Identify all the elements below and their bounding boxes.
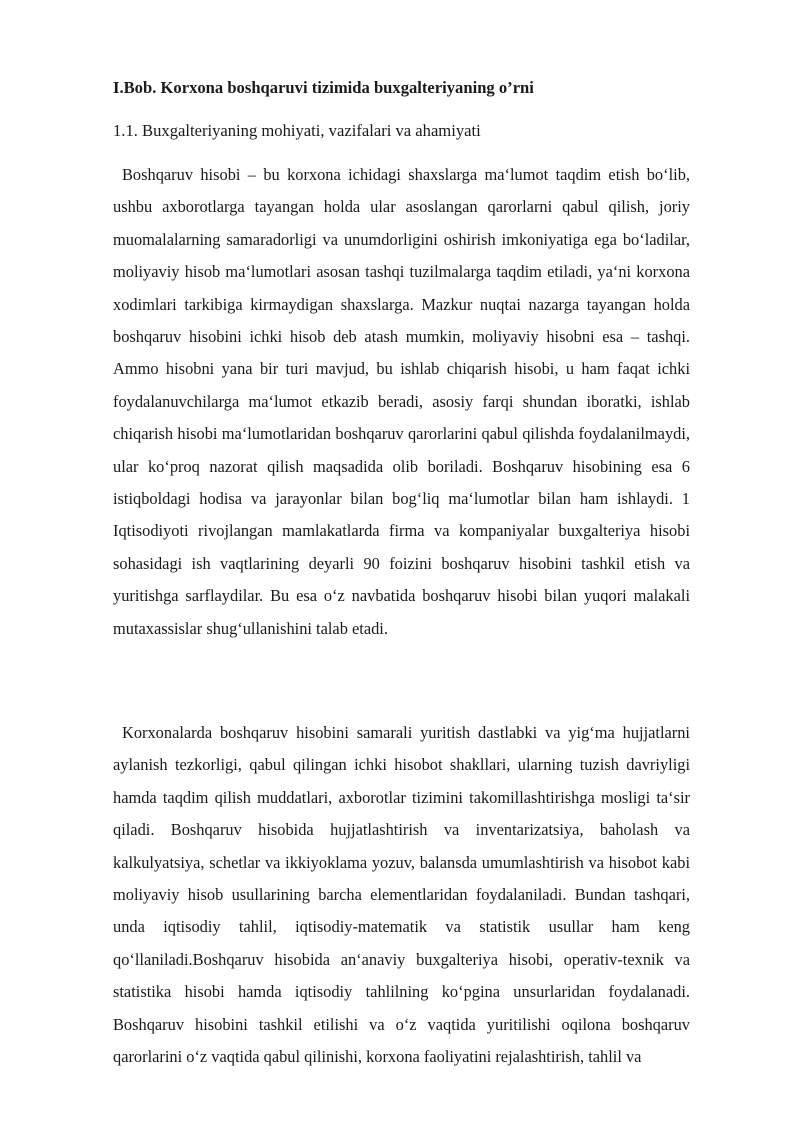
chapter-title: I.Bob. Korxona boshqaruvi tizimida buxgalteriyaning o’rni	[113, 78, 534, 97]
paragraph-2: Korxonalarda boshqaruv hisobini samarali yuritish dastlabki va yigʻma hujjatlarni aylanish tezkorligi, qabul qilingan ichki hisobot shakllari, ularning tuzish davriyligi hamda taqdim qilish muddatlari, axborotlar tizimini takomillashtirishga mosligi taʻsir qiladi. Boshqaruv hisobida hujjatlashtirish va inventarizatsiya, baholash va kalkulyatsiya, schetlar va ikkiyoklama yozuv, balansda umumlashtirish va hisobot kabi moliyaviy hisob usullarining barcha elementlaridan foydalaniladi. Bundan tashqari, unda iqtisodiy tahlil, iqtisodiy-matematik va statistik usullar ham keng qoʻllaniladi.Boshqaruv hisobida anʻanaviy buxgalteriya hisobi, operativ-texnik va statistika hisobi hamda iqtisodiy tahlilning koʻpgina unsurlaridan foydalanadi. Boshqaruv hisobini tashkil etilishi va oʻz vaqtida yuritilishi oqilona boshqaruv qarorlarini oʻz vaqtida qabul qilinishi, korxona faoliyatini rejalashtirish, tahlil va	[113, 723, 690, 1067]
paragraph-1: Boshqaruv hisobi – bu korxona ichidagi shaxslarga maʻlumot taqdim etish boʻlib, ushbu axborotlarga tayangan holda ular asoslangan qarorlarni qabul qilish, joriy muomalalarning samaradorligi va unumdorligini oshirish imkoniyatiga ega boʻladilar, moliyaviy hisob maʻlumotlari asosan tashqi tuzilmalarga taqdim etiladi, yaʻni korxona xodimlari tarkibiga kirmaydigan shaxslarga. Mazkur nuqtai nazarga tayangan holda boshqaruv hisobini ichki hisob deb atash mumkin, moliyaviy hisobni esa – tashqi. Ammo hisobni yana bir turi mavjud, bu ishlab chiqarish hisobi, u ham faqat ichki foydalanuvchilarga maʻlumot etkazib beradi, asosiy farqi shundan iboratki, ishlab chiqarish hisobi maʻlumotlaridan boshqaruv qarorlarini qabul qilishda foydalanilmaydi, ular koʻproq nazorat qilish maqsadida olib boriladi. Boshqaruv hisobining esa 6 istiqboldagi hodisa va jarayonlar bilan bogʻliq maʻlumotlar bilan ham ishlaydi. 1 Iqtisodiyoti rivojlangan mamlakatlarda firma va kompaniyalar buxgalteriya hisobi sohasidagi ish vaqtlarining deyarli 90 foizini boshqaruv hisobini tashkil etish va yuritishga sarflaydilar. Bu esa oʻz navbatida boshqaruv hisobi bilan yuqori malakali mutaxassislar shugʻullanishini talab etadi.	[113, 165, 690, 638]
section-title: 1.1. Buxgalteriyaning mohiyati, vazifalari va ahamiyati	[113, 121, 481, 140]
